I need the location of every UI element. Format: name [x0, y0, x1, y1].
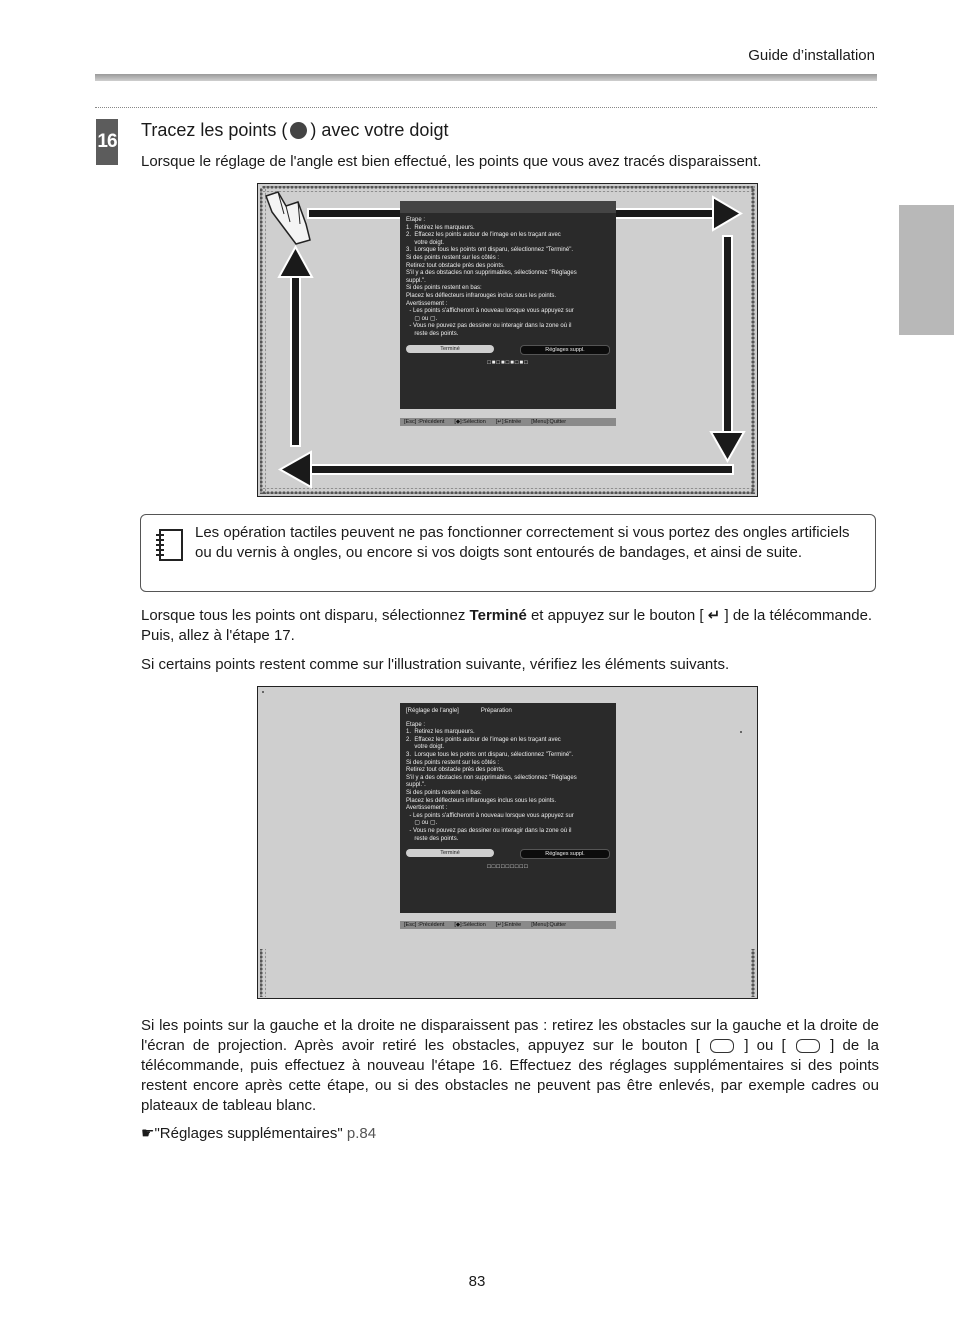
panel-line: votre doigt.: [406, 744, 445, 751]
panel-line: S'il y a des obstacles non supprimables, sélectionnez "Réglages: [406, 774, 577, 781]
remaining-dots-left: [260, 949, 266, 997]
reference-link-text[interactable]: "Réglages supplémentaires": [154, 1125, 343, 1142]
step-title-start: Tracez les points (: [141, 120, 288, 140]
extra-settings-button[interactable]: Réglages suppl.: [520, 849, 610, 859]
section-divider: [95, 107, 877, 108]
footer-quit: [Menu]:Quitter: [531, 419, 567, 425]
panel-line: - Vous ne pouvez pas dessiner ou interagir dans la zone où il: [406, 827, 572, 834]
body3-part2: ] ou [: [744, 1037, 786, 1054]
instruction-panel: [400, 201, 616, 409]
panel-line: 2. Effacez les points autour de l'image en les traçant avec: [406, 736, 561, 743]
body-paragraph-check: Si certains points restent comme sur l'illustration suivante, vérifiez les éléments suivants.: [141, 656, 730, 673]
step-number-badge: 16: [96, 119, 118, 165]
notebook-icon: [153, 527, 185, 563]
note-text: Les opération tactiles peuvent ne pas fonctionner correctement si vous portez des ongles artificiels ou du vernis à ongles, ou encore si vos doigts sont entourés de bandages, et ainsi de suite.: [195, 524, 850, 561]
panel-line: 1. Retirez les marqueurs.: [406, 224, 475, 231]
panel-title-bar: [400, 201, 616, 213]
arrow-left-icon: [280, 452, 733, 487]
page-number: 83: [468, 1273, 486, 1290]
body1-after: ] de la télécommande. Puis, allez à l'étape 17.: [141, 607, 873, 644]
footer-quit: [Menu]:Quitter: [531, 922, 567, 928]
panel-line: 3. Lorsque tous les points ont disparu, sélectionnez "Terminé".: [406, 247, 574, 254]
panel-line: suppl.".: [406, 782, 426, 789]
figure-remaining-points: [257, 686, 758, 999]
panel-line: - Vous ne pouvez pas dessiner ou interagir dans la zone où il: [406, 323, 572, 330]
panel-footer: [400, 418, 616, 426]
reference-page[interactable]: p.84: [346, 1125, 377, 1142]
progress-indicator: □■□■□■□■□: [487, 359, 529, 366]
progress-indicator: □□□□□□□□□: [487, 864, 529, 871]
done-button[interactable]: Terminé: [406, 849, 494, 857]
panel-line: Avertissement :: [406, 300, 448, 307]
up-key-icon: [710, 1039, 734, 1053]
step-title-end: ) avec votre doigt: [310, 120, 449, 140]
dot-icon: [290, 122, 307, 139]
down-key-icon: [796, 1039, 820, 1053]
dot-border-left: [260, 188, 266, 494]
panel-line: Placez les déflecteurs infrarouges inclus sous les points.: [406, 292, 557, 299]
panel-line: - Les points s'afficheront à nouveau lorsque vous appuyez sur: [406, 308, 574, 315]
footer-back: [Esc] :Précédent: [404, 419, 445, 425]
header-rule: [95, 74, 877, 81]
panel-line: S'il y a des obstacles non supprimables, sélectionnez "Réglages: [406, 270, 577, 277]
instruction-panel: [400, 703, 616, 913]
panel-line: Si des points restent en bas:: [406, 789, 482, 796]
panel-line: - Les points s'afficheront à nouveau lorsque vous appuyez sur: [406, 812, 574, 819]
panel-header: [406, 708, 610, 716]
done-label: Terminé: [469, 607, 527, 624]
panel-line: reste des points.: [406, 835, 459, 842]
figure-trace-points: [257, 183, 758, 497]
panel-line: Etape :: [406, 217, 426, 223]
running-header: Guide d’installation: [748, 47, 875, 64]
footer-select: [◆]:Sélection: [454, 922, 486, 928]
panel-line: Avertissement :: [406, 805, 448, 812]
body1-middle: et appuyez sur le bouton [: [526, 607, 708, 624]
step-description: Lorsque le réglage de l'angle est bien effectué, les points que vous avez tracés disparaissent.: [141, 153, 762, 170]
footer-enter: [↵]:Entrée: [495, 922, 522, 928]
panel-line: reste des points.: [406, 330, 459, 337]
extra-settings-button[interactable]: Réglages suppl.: [520, 345, 610, 355]
panel-header-right: Préparation: [480, 708, 512, 714]
panel-line: Placez les déflecteurs infrarouges inclus sous les points.: [406, 797, 557, 804]
arrow-up-icon: [279, 247, 312, 446]
panel-line: 1. Retirez les marqueurs.: [406, 729, 475, 736]
body-paragraph-done: [141, 606, 879, 646]
panel-line: suppl.".: [406, 277, 426, 284]
remaining-dots-right: [751, 949, 757, 997]
footer-back: [Esc] :Précédent: [404, 922, 445, 928]
footer-select: [◆]:Sélection: [454, 419, 486, 425]
panel-line: 2. Effacez les points autour de l'image en les traçant avec: [406, 232, 561, 239]
dot-border-bottom: [262, 488, 755, 494]
panel-line: Retirez tout obstacle près des points.: [406, 767, 505, 774]
done-button[interactable]: Terminé: [406, 345, 494, 353]
panel-line: Etape :: [406, 721, 426, 728]
dot-border-top: [262, 186, 755, 192]
body3-part3: ] de la télécommande, puis effectuez à nouveau l'étape 16. Effectuez des réglages supplémentaires si des points restent encore après cette étape, ou si des obstacles ne peuvent pas être enlevés, par exemple cadres ou plateaux de tableau blanc.: [141, 1037, 880, 1114]
finger-pointer-icon: [266, 192, 310, 244]
step-title: [141, 120, 448, 141]
enter-key-icon: ↵: [707, 607, 721, 624]
panel-line: ▢ ou ▢.: [406, 820, 438, 827]
panel-line: ▢ ou ▢.: [406, 315, 438, 322]
panel-line: Si des points restent sur les côtés :: [406, 759, 500, 766]
cross-reference[interactable]: [141, 1124, 879, 1144]
body3-part1: Si les points sur la gauche et la droite ne disparaissent pas : retirez les obstacles sur la gauche et la droite de l'écran de projection. Après avoir retiré les obstacles, appuyez sur le bouton [: [141, 1017, 879, 1054]
pointing-hand-icon: ☛: [141, 1125, 155, 1142]
body1-before: Lorsque tous les points ont disparu, sélectionnez: [141, 607, 470, 624]
panel-footer: [400, 921, 616, 929]
panel-line: Si des points restent en bas:: [406, 285, 482, 292]
footer-enter: [↵]:Entrée: [495, 419, 522, 425]
panel-line: 3. Lorsque tous les points ont disparu, sélectionnez "Terminé".: [406, 751, 574, 758]
panel-line: votre doigt.: [406, 239, 445, 246]
panel-line: Si des points restent sur les côtés :: [406, 254, 500, 261]
arrow-down-icon: [711, 236, 744, 461]
panel-line: Retirez tout obstacle près des points.: [406, 262, 505, 269]
chapter-tab: [899, 205, 954, 335]
body-paragraph-obstacles: [141, 1016, 879, 1116]
dot-border-right: [751, 188, 757, 494]
panel-header-left: [Réglage de l'angle]: [406, 708, 459, 714]
